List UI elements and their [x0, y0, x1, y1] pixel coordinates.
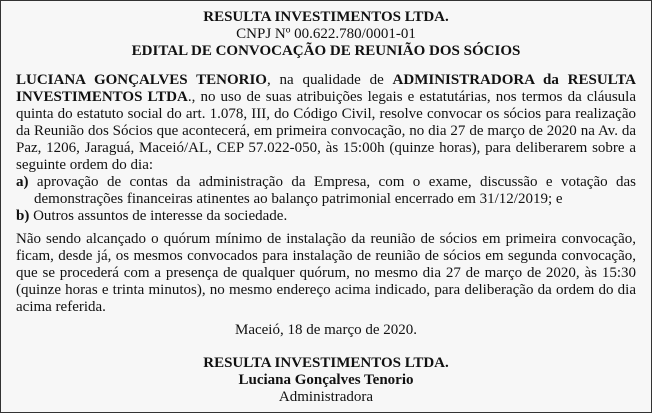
agenda-item-a [16, 174, 636, 208]
date-line: Maceió, 18 de março de 2020. [234, 322, 418, 338]
administrator-role: ADMINISTRADORA da RESULTA INVESTIMENTOS LTDA [16, 72, 636, 105]
company-name: RESULTA INVESTIMENTOS LTDA. [203, 9, 449, 25]
signature-company: RESULTA INVESTIMENTOS LTDA. [203, 355, 449, 371]
cnpj-line: CNPJ Nº 00.622.780/0001-01 [236, 26, 416, 42]
paragraph-mid: , na qualidade de [266, 72, 393, 88]
notice-title: EDITAL DE CONVOCAÇÃO DE REUNIÃO DOS SÓCIOS [131, 43, 521, 59]
agenda-item-label: b) [16, 208, 30, 224]
notice-header [0, 9, 652, 60]
agenda-item-b [16, 208, 636, 225]
administrator-name: LUCIANA GONÇALVES TENORIO [16, 72, 267, 88]
second-call-paragraph: Não sendo alcançado o quórum mínimo de instalação da reunião de sócios em primeira convocação, ficam, desde já, os mesmos convocados para instalação de reunião de sócios em segunda convocação, que se procederá com a presença de qualquer quórum, no mesmo dia 27 de março de 2020, às 15:30 (quinze horas e trinta minutos), no mesmo endereço acima indicado, para deliberação da ordem do dia acima referida. [16, 231, 636, 315]
convocation-paragraph [16, 72, 636, 225]
agenda-item-text: Outros assuntos de interesse da sociedade. [33, 208, 288, 224]
signature-role: Administradora [278, 389, 374, 405]
paragraph-rest: ., no uso de suas atribuições legais e estatutárias, nos termos da cláusula quinta do estatuto social do art. 1.078, III, do Código Civil, resolve convocar os sócios para realização da Reunião dos Sócios que acontecerá, em primeira convocação, no dia 27 de março de 2020 na Av. da Paz, 1206, Jaraguá, Maceió/AL, CEP 57.022-050, às 15:00h (quinze horas), para deliberarem sobre a seguinte ordem do dia: [16, 89, 637, 173]
agenda-item-label: a) [16, 174, 29, 190]
agenda-item-text: aprovação de contas da administração da Empresa, com o exame, discussão e votação das demonstrações financeiras atinentes ao balanço patrimonial encerrado em 31/12/2019; e [34, 174, 637, 207]
signature-name: Luciana Gonçalves Tenorio [238, 372, 414, 388]
signature-block [0, 355, 652, 406]
